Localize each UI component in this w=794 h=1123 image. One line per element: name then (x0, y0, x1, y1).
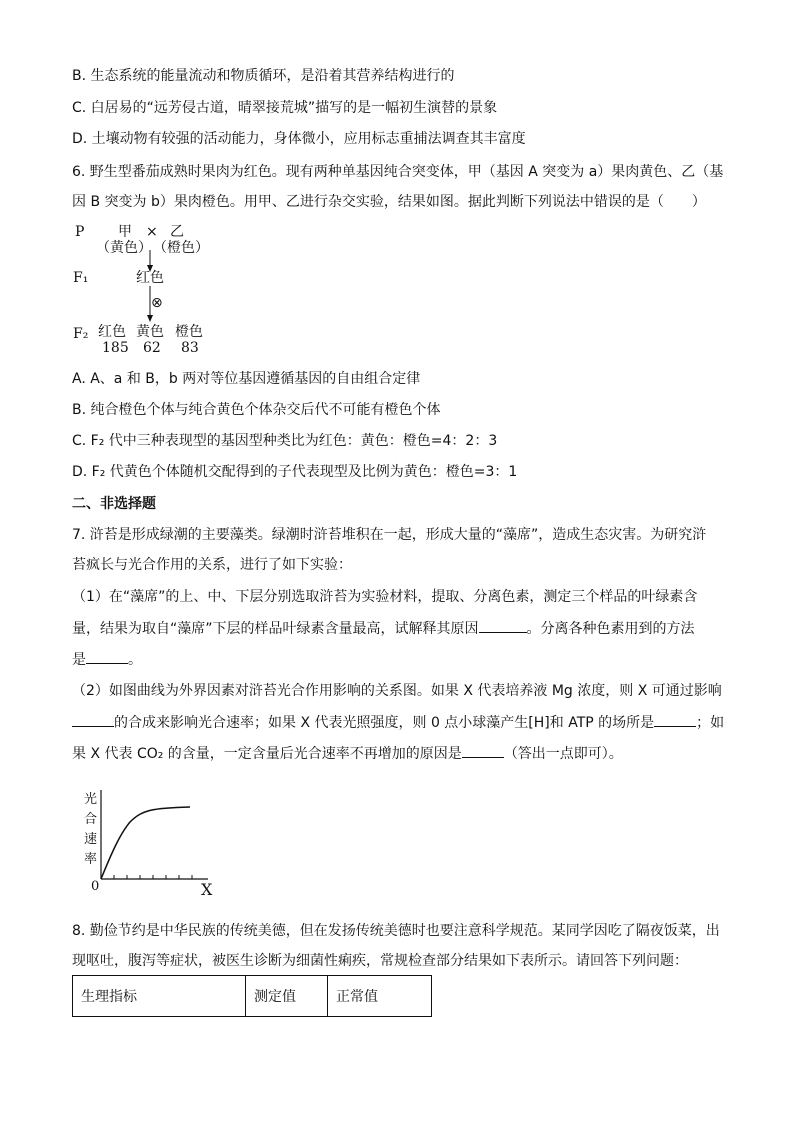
graph-y-label-char: 合 (84, 812, 98, 827)
q7-part2-line3 (72, 743, 623, 764)
q7-part1-text: 量，结果为取自“藻席”下层的样品叶绿素含量最高，试解释其原因 (72, 621, 479, 637)
answer-blank[interactable] (462, 743, 504, 758)
cross-times: × (146, 224, 158, 240)
graph-origin-label: 0 (91, 879, 100, 894)
cross-self-symbol: ⊗ (151, 295, 163, 311)
q7-part1-line3 (72, 649, 142, 670)
q7-part1-text: 是 (72, 652, 86, 668)
cross-f1-label: F₁ (73, 270, 89, 286)
q7-part2-text: （答出一点即可）。 (503, 746, 623, 762)
cross-f2-orange: 橙色 (175, 324, 203, 340)
cross-parent-jia: 甲 (118, 224, 132, 240)
q7-part2-text: ；如 (696, 715, 725, 731)
table-header-cell: 测定值 (246, 976, 328, 1017)
cross-parent-yi: 乙 (170, 224, 184, 240)
graph-plot-area (100, 790, 210, 886)
cross-f2-red-count: 185 (102, 340, 129, 356)
cross-p-label: P (75, 224, 85, 240)
cross-f2-yellow: 黄色 (136, 324, 164, 340)
q8-stem-line2: 现呕吐，腹泻等症状，被医生诊断为细菌性痢疾，常规检查部分结果如下表所示。请回答下列问题： (72, 953, 688, 969)
section-heading: 二、非选择题 (72, 496, 156, 512)
q6-option-d: D. F₂ 代黄色个体随机交配得到的子代表现型及比例为黄色：橙色=3：1 (72, 464, 518, 480)
q6-stem-line2: 因 B 突变为 b）果肉橙色。用甲、乙进行杂交实验，结果如图。据此判断下列说法中错误的是（ ） (72, 194, 706, 210)
cross-f1-phenotype: 红色 (136, 270, 164, 286)
graph-y-label-char: 光 (84, 792, 98, 807)
graph-x-label: X (201, 880, 213, 899)
graph-curve (101, 807, 190, 879)
q7-part1-line2 (72, 618, 695, 639)
cross-f2-red: 红色 (98, 324, 126, 340)
answer-blank[interactable] (86, 649, 128, 664)
option-b: B. 生态系统的能量流动和物质循环，是沿着其营养结构进行的 (72, 68, 455, 84)
cross-f2-orange-count: 83 (181, 340, 199, 356)
option-d: D. 土壤动物有较强的活动能力，身体微小，应用标志重捕法调查其丰富度 (72, 131, 526, 147)
graph-y-label-char: 速 (84, 832, 98, 847)
answer-blank[interactable] (479, 618, 527, 633)
cross-f2-label: F₂ (73, 326, 89, 342)
q7-part1-line1: （1）在“藻席”的上、中、下层分别选取浒苔为实验材料，提取、分离色素，测定三个样品的叶绿素含 (72, 589, 698, 605)
q6-stem-line1: 6. 野生型番茄成熟时果肉为红色。现有两种单基因纯合突变体，甲（基因 A 突变为 a）果肉黄色、乙（基 (72, 164, 724, 180)
cross-arrows (140, 248, 160, 324)
q7-stem-line1: 7. 浒苔是形成绿潮的主要藻类。绿潮时浒苔堆积在一起，形成大量的“藻席”，造成生态灾害。为研究浒 (72, 527, 707, 543)
q7-part1-text: 。 (128, 652, 142, 668)
table-header-row (73, 976, 432, 1017)
table-header-cell: 生理指标 (73, 976, 246, 1017)
cross-jia-phenotype: （黄色） (96, 240, 152, 256)
answer-blank[interactable] (654, 712, 696, 727)
option-c: C. 白居易的“远芳侵古道，晴翠接荒城”描写的是一幅初生演替的景象 (72, 100, 498, 116)
q7-part2-line1: （2）如图曲线为外界因素对浒苔光合作用影响的关系图。如果 X 代表培养液 Mg 浓度，则 X 可通过影响 (72, 683, 722, 699)
answer-blank[interactable] (72, 712, 114, 727)
exam-results-table (72, 975, 432, 1017)
q8-stem-line1: 8. 勤俭节约是中华民族的传统美德，但在发扬传统美德时也要注意科学规范。某同学因吃了隔夜饭菜，出 (72, 923, 720, 939)
q6-option-a: A. A、a 和 B，b 两对等位基因遵循基因的自由组合定律 (72, 371, 421, 387)
q7-part2-text: 的合成来影响光合速率；如果 X 代表光照强度，则 0 点小球藻产生[H]和 ATP 的场所是 (114, 715, 655, 731)
arrow-head (147, 315, 153, 322)
graph-y-label-char: 率 (84, 852, 98, 867)
cross-f2-yellow-count: 62 (143, 340, 161, 356)
cross-yi-phenotype: （橙色） (153, 240, 209, 256)
q6-option-b: B. 纯合橙色个体与纯合黄色个体杂交后代不可能有橙色个体 (72, 402, 441, 418)
q6-option-c: C. F₂ 代中三种表现型的基因型种类比为红色：黄色：橙色=4：2：3 (72, 433, 498, 449)
q7-stem-line2: 苔疯长与光合作用的关系，进行了如下实验： (72, 557, 352, 573)
table-header-cell: 正常值 (328, 976, 432, 1017)
q7-part2-line2 (72, 712, 724, 733)
q7-part2-text: 果 X 代表 CO₂ 的含量，一定含量后光合速率不再增加的原因是 (72, 746, 462, 762)
q7-part1-text: 。分离各种色素用到的方法 (526, 621, 695, 637)
